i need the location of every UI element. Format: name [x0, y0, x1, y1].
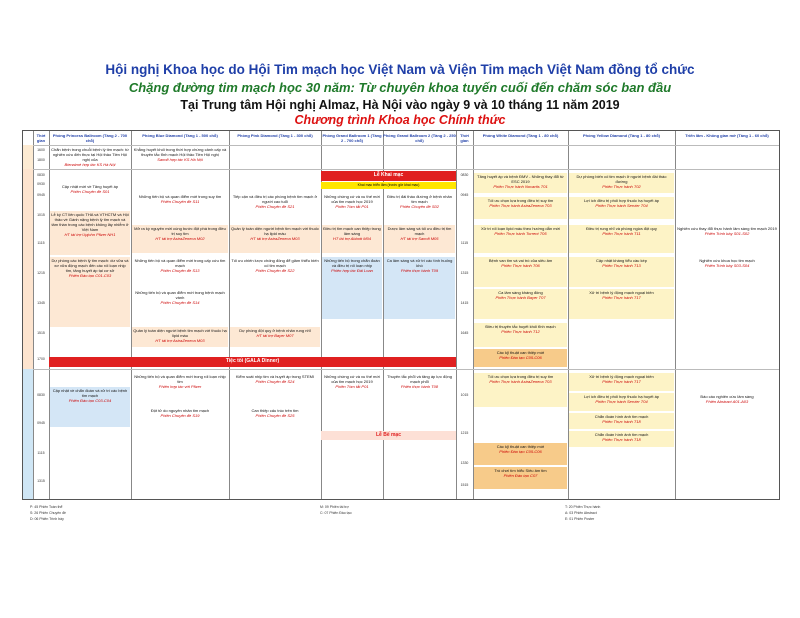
col-header-yellow: Phòng Yellow Diamond (Tầng 1 - 80 chỗ): [582, 133, 661, 138]
session-code: Phiên Đào tạo C05-C06: [499, 355, 542, 360]
session-cell[interactable]: [569, 289, 674, 319]
session-cell[interactable]: [569, 257, 674, 287]
session-code: HT tài trợ Sanofi M05: [400, 236, 439, 241]
time-label: 0930: [37, 182, 45, 186]
session-cell[interactable]: [322, 193, 382, 223]
session-code: Phiên Chuyên đề S25: [255, 413, 295, 418]
divider: [675, 131, 676, 499]
session-code: Phiên Đào tạo C03-C04: [68, 398, 112, 403]
session-cell[interactable]: [676, 257, 778, 285]
time-label: 1800: [37, 158, 45, 162]
session-title: Những tiến bộ trong chẩn đoán và điều trị rối loạn nhịp: [324, 258, 380, 268]
session-title: Dược lâm sàng và tối ưu điều trị tim mạch: [387, 226, 452, 236]
time-label: 1415: [460, 301, 469, 305]
time-label: 1115: [37, 241, 45, 245]
session-title: Điều trị tim mạch can thiệp trong lâm sàng: [323, 226, 381, 236]
session-title: Thuyên tắc phổi và tăng áp lực động mạch phổi: [387, 374, 452, 384]
title-line-2: Chặng đường tim mạch học 30 năm: Từ chuyên khoa tuyến cuối đến chăm sóc ban đầu: [128, 80, 672, 95]
divider: [229, 131, 230, 499]
session-cell[interactable]: [569, 393, 674, 411]
session-code: Phiên Thực hành T12: [501, 329, 540, 334]
time-label: 1215: [460, 431, 469, 435]
time-label: 0945: [37, 193, 45, 197]
col-header-time-2: Thời gian: [460, 133, 469, 143]
session-cell[interactable]: [50, 387, 130, 427]
time-label: 1515: [460, 483, 469, 487]
time-label: 1700: [37, 357, 45, 361]
col-header-grand2: Phòng Grand Ballroom 2 (Tầng 2 - 250 chỗ): [383, 133, 456, 143]
session-cell[interactable]: [132, 225, 228, 253]
session-cell[interactable]: [230, 407, 320, 431]
col-header-princess: Phòng Princess Ballroom (Tầng 2 - 700 chỗ): [52, 133, 128, 143]
session-code: Phiên Thực hành Servier T04: [595, 203, 648, 208]
session-title: Các kỹ thuật can thiệp mới: [496, 444, 545, 449]
session-title: Dự phòng các bệnh lý tim mạch: dư vữa và xơ vữa động mạch đến các rối loạn nhịp tim, tăng huyết áp tại cơ sở: [51, 258, 129, 273]
exhibition-opening: Khai mạc triển lãm (trước giờ khai mạc): [321, 182, 456, 189]
time-label: 1315: [37, 479, 45, 483]
time-label: 1645: [460, 331, 469, 335]
session-title: Xử trí bệnh lý động mạch ngoại biên: [589, 290, 654, 295]
session-code: Phiên Trình bày S03-S04: [704, 263, 750, 268]
session-title: Các kỹ thuật can thiệp mới: [496, 350, 545, 355]
session-title: Những chứng cứ và xu thế mới của tim mạch học 2019: [324, 374, 380, 384]
session-code: Phiên Thực hành Novartis T01: [493, 184, 548, 189]
session-code: Phiên Thực hành Servier T04: [595, 399, 648, 404]
col-header-blue: Phòng Blue Diamond (Tầng 1 - 500 chỗ): [142, 133, 218, 138]
session-cell[interactable]: [50, 211, 130, 255]
footnote: T: 20 Phiên Thực hành: [565, 505, 601, 509]
footnote: E: 01 Phiên Poster: [565, 517, 595, 521]
footnote: S: 26 Phiên Chuyên đề: [30, 511, 66, 515]
session-cell[interactable]: [132, 193, 228, 223]
session-title: Xử trí rối loạn lipid máu theo hướng dẫn mới: [480, 226, 561, 231]
session-cell[interactable]: [569, 173, 674, 193]
session-code: Phiên Abstract A01-A03: [705, 399, 749, 404]
session-code: Phiên Tóm tắt P01: [335, 384, 369, 389]
session-cell[interactable]: [132, 289, 228, 325]
session-cell[interactable]: [474, 323, 567, 347]
session-cell[interactable]: [474, 225, 567, 253]
session-title: Tối ưu chọn lựa trong điều trị suy tim: [487, 374, 554, 379]
session-code: Phiên Thực hành Bayer T07: [495, 295, 546, 300]
session-cell[interactable]: [50, 257, 130, 327]
session-title: Tối ưu chiến lược chống đông để giảm thiểu biến cố tim mạch: [231, 258, 319, 268]
session-cell[interactable]: [132, 146, 228, 168]
session-cell[interactable]: [384, 193, 455, 223]
title-line-1: Hội nghị Khoa học do Hội Tim mạch học Việt Nam và Viện Tim mạch Việt Nam đồng tổ chức: [105, 62, 695, 77]
time-label: 1330: [460, 461, 469, 465]
session-cell[interactable]: [132, 407, 228, 431]
divider: [33, 131, 34, 499]
session-code: Phiên Chuyên đề S19: [160, 413, 200, 418]
session-cell[interactable]: [132, 257, 228, 287]
title-line-4: Chương trình Khoa học Chính thức: [294, 113, 506, 127]
session-cell[interactable]: [384, 257, 455, 319]
session-code: Phiên Thực hành Torrent T05: [494, 231, 547, 236]
session-cell[interactable]: [474, 349, 567, 367]
session-code: HT tài trợ AstraZeneca M03: [250, 236, 300, 241]
session-code: Phiên Chuyên đề S11: [160, 199, 200, 204]
session-title: Khẳng huyết khối trong thời hợp chứng cảnh cấp và thuyên tắc tĩnh mạch Hội thảo Tiền Hội nghị: [133, 147, 227, 157]
divider: [456, 131, 457, 499]
session-code: Phiên Thực hành T13: [602, 263, 641, 268]
footnote: D: 06 Phiên Trình bày: [30, 517, 64, 521]
session-title: Nghiên cứu thay đổi thực hành lâm sàng tim mạch 2019: [677, 226, 777, 231]
session-cell[interactable]: [474, 197, 567, 219]
time-label: 1215: [37, 271, 45, 275]
session-title: Cập nhật về chẩn đoán và xử trí các bệnh tim mạch: [52, 388, 128, 398]
session-code: Phiên Thực hành T18: [602, 419, 641, 424]
session-title: Chẩn bệnh trong chuỗi bệnh lý tim mạch: từ nghiên cứu đến thực tại Hội thảo Tiền Hội nghị của: [51, 147, 129, 162]
time-label: 1315: [460, 271, 469, 275]
day-strip-2: [23, 369, 33, 499]
session-cell[interactable]: [322, 225, 382, 253]
session-code: Phiên hợp tác với Pfizer: [158, 384, 202, 389]
session-title: Kiểm soát nhịp tim và huyết áp trong STEMI: [235, 374, 315, 379]
session-cell[interactable]: [569, 225, 674, 253]
session-title: Trò chơi tìm hiểu Siêu âm tim: [494, 468, 547, 473]
day-strip-0: [23, 145, 33, 169]
time-label: 1015: [37, 213, 45, 217]
session-title: Chẩn đoán hình ảnh tim mạch: [594, 414, 649, 419]
session-title: Đột tử do nguyên nhân tim mạch: [150, 408, 210, 413]
col-header-time: Thời gian: [36, 133, 46, 143]
footnote: C: 07 Phiên Đào tạo: [320, 511, 352, 515]
col-header-grand1: Phòng Grand Ballroom 1 (Tầng 2 - 700 chỗ): [322, 133, 382, 143]
session-title: Những tiến bộ và quan điểm mới trong cấp cứu tim mạch: [134, 258, 226, 268]
session-title: Điều trị thuyên tắc huyết khối tĩnh mạch: [485, 324, 556, 329]
session-title: Điều trị đái tháo đường ở bệnh nhân tim mạch: [387, 194, 452, 204]
session-cell[interactable]: [132, 327, 228, 347]
session-title: Tiếp cận và điều trị các phòng bệnh tim mạch ở người cao tuổi: [232, 194, 318, 204]
session-title: Chẩn đoán hình ảnh tim mạch: [594, 432, 649, 437]
session-code: Phiên Chuyên đề S13: [160, 268, 200, 273]
session-title: Dự phòng biến cố tim mạch ở người bệnh đái tháo đường: [576, 174, 667, 184]
session-title: Nghiên cứu khoa học tim mạch: [699, 258, 755, 263]
session-title: Lợi ích điều trị phối hợp thuốc hạ huyết áp: [583, 198, 660, 203]
time-label: 0945: [37, 421, 45, 425]
session-cell[interactable]: [676, 225, 778, 253]
session-code: Phiên Chuyên đề S24: [255, 379, 295, 384]
time-label: 0830: [37, 393, 45, 397]
schedule-grid: [22, 130, 780, 500]
session-code: Phiên Trình bày S01-S02: [704, 231, 750, 236]
session-code: Phiên Thực hành T18: [602, 437, 641, 442]
session-code: Phiên Đào tạo C01-C03: [68, 273, 112, 278]
col-header-pink: Phòng Pink Diamond (Tầng 1 - 300 chỗ): [237, 133, 313, 138]
session-code: Phiên Đào tạo C05-C06: [499, 449, 542, 454]
session-cell[interactable]: [230, 257, 320, 287]
session-title: Ca lâm sàng và xử trí các tình huống khó: [386, 258, 453, 268]
session-code: Phiên hợp tác Đài Loan: [331, 268, 373, 273]
session-code: Phiên thực hành T09: [400, 268, 439, 273]
session-title: Cập nhật mới về Tăng huyết áp: [61, 184, 119, 189]
session-cell[interactable]: [569, 373, 674, 391]
footnote: M: 09 Phiên tài trợ: [320, 505, 349, 509]
time-label: 0830: [460, 173, 469, 177]
session-cell[interactable]: [474, 467, 567, 489]
time-label: 0830: [37, 173, 45, 177]
session-code: HT tài trợ Upjohn Pfizer NH1: [64, 232, 116, 237]
session-cell[interactable]: [132, 373, 228, 405]
session-title: Mở ra kỷ nguyên mới cùng bước đột phá trong điều trị suy tim: [134, 226, 226, 236]
session-cell[interactable]: [230, 225, 320, 253]
session-code: HT tài trợ Abbott M04: [332, 236, 372, 241]
session-code: HT tài trợ Bayer M07: [256, 333, 294, 338]
session-code: Bienaimé hợp tác KS Hà Nội: [64, 162, 116, 167]
session-cell[interactable]: [384, 225, 455, 253]
session-cell[interactable]: [569, 413, 674, 429]
time-label: 1345: [37, 301, 45, 305]
title-line-3: Tại Trung tâm Hội nghị Almaz, Hà Nội vào ngày 9 và 10 tháng 11 năm 2019: [180, 98, 620, 112]
footnote: P: 45 Phiên Toàn thể: [30, 505, 63, 509]
session-code: Phiên thực hành T08: [400, 384, 439, 389]
divider: [23, 169, 779, 170]
session-title: Những tiến bộ và quan điểm mới trong bệnh mạch vành: [135, 290, 225, 300]
time-label: 0945: [460, 193, 469, 197]
session-code: HT tài trợ AstraZeneca M03: [155, 338, 205, 343]
divider: [23, 369, 779, 370]
session-title: Bệnh van tim và vai trò của siêu âm: [488, 258, 553, 263]
session-code: Phiên Chuyên đề S02: [400, 204, 439, 209]
session-title: Những tiến bộ và quan điểm mới trong rối loạn nhịp tim: [134, 374, 226, 384]
session-code: Phiên Tóm tắt P01: [335, 204, 369, 209]
session-cell[interactable]: [230, 193, 320, 223]
day-strip-1: [23, 169, 33, 369]
session-title: Can thiệp cấu trúc trên tim: [251, 408, 299, 413]
session-cell[interactable]: [569, 197, 674, 219]
session-cell[interactable]: [474, 373, 567, 407]
session-code: Phiên Thực hành AstraZeneca T03: [489, 203, 552, 208]
session-code: HT tài trợ AstraZeneca M02: [155, 236, 205, 241]
session-cell[interactable]: [50, 183, 130, 209]
col-header-white: Phòng White Diamond (Tầng 1 - 80 chỗ): [482, 133, 559, 138]
time-label: 1600: [37, 148, 45, 152]
session-code: Phiên Chuyên đề S14: [160, 300, 200, 305]
session-cell[interactable]: [50, 146, 130, 168]
time-label: 1115: [37, 451, 45, 455]
session-cell[interactable]: [230, 327, 320, 347]
time-label: 1115: [460, 241, 469, 245]
session-code: Phiên Thực hành T06: [501, 263, 540, 268]
session-title: Cập nhật kháng tiểu cầu kép: [596, 258, 647, 263]
session-title: Tối ưu chọn lựa trong điều trị suy tim: [487, 198, 554, 203]
session-title: Xử trí bệnh lý động mạch ngoại biên: [589, 374, 654, 379]
session-code: Sanofi hợp tác KS Hà Nội: [157, 157, 203, 162]
time-label: 1015: [460, 393, 469, 397]
session-title: Những tiến bộ và quan điểm mới trong suy tim: [138, 194, 222, 199]
session-code: Phiên Chuyên đề S21: [255, 204, 295, 209]
session-title: Ca lâm sàng kháng đông: [498, 290, 543, 295]
session-title: Quản lý toàn diện người bệnh tim mạch với thuốc hạ lipid máu: [133, 328, 227, 338]
session-code: Phiên Thực hành T17: [602, 379, 641, 384]
session-code: Phiên Thực hành T11: [602, 231, 641, 236]
gala-dinner: Tiệc tối (GALA Dinner): [49, 357, 456, 367]
session-cell[interactable]: [230, 373, 320, 405]
session-cell[interactable]: [322, 257, 382, 319]
session-title: Lễ ký CT liên quốc THA và VTHCTM và Hội thảo về Gánh nặng bệnh lý tim mạch và tâm thần trong các bệnh không lây nhiễm ở Việt Nam: [51, 212, 129, 232]
session-title: Tăng huyết áp và bệnh ĐMV - Những thay đổi từ ESC 2019: [477, 174, 564, 184]
time-label: 1515: [37, 331, 45, 335]
closing-ceremony: Lễ Bế mạc: [321, 431, 456, 440]
session-title: Điều trị rung nhĩ và phòng ngừa đột quỵ: [586, 226, 657, 231]
session-cell[interactable]: [322, 373, 382, 429]
session-code: Phiên Thực hành T17: [602, 295, 641, 300]
session-cell[interactable]: [474, 443, 567, 465]
session-cell[interactable]: [569, 431, 674, 447]
session-code: Phiên Đào tạo C07: [503, 473, 538, 478]
session-code: Phiên Chuyên đề S01: [70, 189, 110, 194]
session-title: Những chứng cứ và xu thế mới của tim mạch học 2019: [324, 194, 380, 204]
session-cell[interactable]: [474, 289, 567, 319]
session-cell[interactable]: [676, 393, 778, 421]
session-title: Báo cáo nghiên cứu lâm sàng: [700, 394, 754, 399]
session-cell[interactable]: [384, 373, 455, 429]
session-code: Phiên Thực hành AstraZeneca T03: [489, 379, 552, 384]
session-title: Dự phòng đột quỵ ở bệnh nhân rung nhĩ: [239, 328, 311, 333]
opening-ceremony: Lễ Khai mạc: [321, 171, 456, 181]
session-code: Phiên Thực hành T02: [602, 184, 641, 189]
session-cell[interactable]: [474, 173, 567, 193]
session-title: Quản lý toàn diện người bệnh tim mạch với thuốc hạ lipid máu: [231, 226, 319, 236]
session-cell[interactable]: [474, 257, 567, 287]
footnote: A: 03 Phiên Abstract: [565, 511, 597, 515]
col-header-expo: Triển lãm - Không gian mở (Tầng 1 - 60 chỗ): [685, 133, 769, 138]
session-code: Phiên Chuyên đề S22: [255, 268, 295, 273]
session-title: Lợi ích điều trị phối hợp thuốc hạ huyết áp: [583, 394, 660, 399]
